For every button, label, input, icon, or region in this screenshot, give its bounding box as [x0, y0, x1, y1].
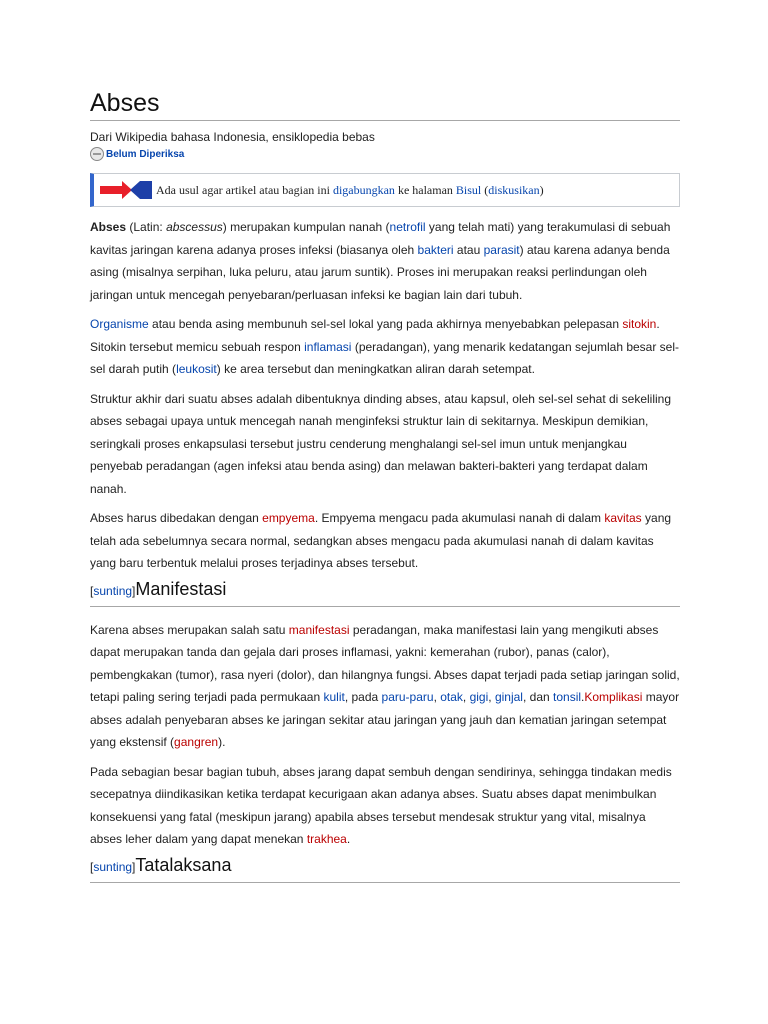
redlink-komplikasi[interactable]: Komplikasi: [584, 690, 643, 704]
link-bakteri[interactable]: bakteri: [417, 242, 454, 257]
merge-link[interactable]: digabungkan: [332, 182, 395, 197]
edit-link-tatalaksana[interactable]: sunting: [93, 859, 133, 874]
link-organisme[interactable]: Organisme: [90, 317, 149, 331]
intro-paragraph-3: Struktur akhir dari suatu abses adalah dibentuknya dinding abses, atau kapsul, oleh sel-sel sehat di sekeliling abses sebagai upaya untuk mencegah nanah menginfeksi struktur lain di sekitarnya. Meskipun demikian, seringkali proses enkapsulasi tersebut justru cenderung menghalangi sel-sel imun untuk menjangkau penyebab peradangan (agen infeksi atau benda asing) dan melawan bakteri-bakteri yang terdapat dalam nanah.: [90, 391, 672, 496]
link-netrofil[interactable]: netrofil: [389, 220, 426, 234]
link-tonsil[interactable]: tonsil: [553, 690, 582, 704]
section-heading-manifestasi: [90, 577, 680, 607]
merge-arrows-icon: [100, 179, 152, 201]
redlink-sitokin[interactable]: sitokin: [622, 317, 657, 331]
link-gigi[interactable]: gigi: [469, 690, 489, 704]
link-parasit[interactable]: parasit: [483, 242, 520, 257]
review-status-label[interactable]: Belum Diperiksa: [106, 148, 185, 160]
edit-section-tatalaksana: [sunting]: [90, 859, 136, 874]
redlink-trakhea[interactable]: trakhea: [306, 832, 347, 846]
link-ginjal[interactable]: ginjal: [494, 690, 523, 704]
merge-discuss-link[interactable]: diskusikan: [488, 182, 540, 197]
intro-paragraph-1: Abses (Latin: abscessus) merupakan kumpulan nanah (netrofil yang telah mati) yang terakumulasi di sebuah kavitas jaringan karena adanya proses infeksi (biasanya oleh bakteri atau parasit) atau karena adanya benda asing (misalnya serpihan, luka peluru, atau jarum suntik). Proses ini merupakan reaksi perlindungan oleh jaringan untuk mencegah penyebaran/perluasan infeksi ke bagian lain dari tubuh.: [90, 220, 671, 302]
manifestasi-paragraph-2: Pada sebagian besar bagian tubuh, abses jarang dapat sembuh dengan sendirinya, sehingga tindakan medis secepatnya diindikasikan ketika terdapat kecurigaan akan adanya abses. Suatu abses dapat menimbulkan konsekuensi yang fatal (meskipun jarang) apabila abses tersebut mendesak struktur yang vital, misalnya abses leher dalam yang dapat menekan trakhea.: [90, 764, 672, 846]
review-status-icon: [90, 147, 104, 161]
manifestasi-paragraph-1: Karena abses merupakan salah satu manifestasi peradangan, maka manifestasi lain yang mengikuti abses dapat merupakan tanda dan gejala dari proses inflamasi, yakni: kemerahan (rubor), panas (calor), pembengkakan (tumor), rasa nyeri (dolor), dan hilangnya fungsi. Abses dapat terjadi pada setiap jaringan solid, tetapi paling sering terjadi pada permukaan kulit, pada paru-paru, otak, gigi, ginjal, dan tonsil.Komplikasi mayor abses adalah penyebaran abses ke jaringan sekitar atau jaringan yang jauh dan kematian jaringan setempat yang ekstensif (gangren).: [90, 622, 680, 749]
edit-link-manifestasi[interactable]: sunting: [93, 583, 133, 598]
merge-notice: [90, 173, 680, 207]
link-paru-paru[interactable]: paru-paru: [381, 690, 434, 704]
intro-paragraph-4: Abses harus dibedakan dengan empyema. Empyema mengacu pada akumulasi nanah di dalam kavitas yang telah ada sebelumnya secara normal, sedangkan abses mengacu pada akumulasi nanah di dalam kavitas yang baru terbentuk melalui proses terjadinya abses tersebut.: [90, 511, 672, 570]
section-heading-tatalaksana: [90, 853, 680, 883]
review-status[interactable]: [90, 145, 680, 163]
page-title: Abses: [90, 88, 680, 121]
link-otak[interactable]: otak: [440, 690, 463, 704]
section-title-manifestasi: Manifestasi: [135, 578, 227, 599]
merge-notice-text: Ada usul agar artikel atau bagian ini digabungkan ke halaman Bisul (diskusikan): [156, 182, 544, 197]
redlink-empyema[interactable]: empyema: [262, 511, 315, 525]
edit-section-manifestasi: [sunting]: [90, 583, 136, 598]
redlink-manifestasi[interactable]: manifestasi: [288, 622, 350, 637]
merge-target-link[interactable]: Bisul: [455, 182, 482, 197]
link-kulit[interactable]: kulit: [323, 690, 345, 704]
article-content: [90, 88, 680, 883]
site-subtitle: Dari Wikipedia bahasa Indonesia, ensiklopedia bebas: [90, 130, 375, 144]
redlink-kavitas[interactable]: kavitas: [604, 511, 642, 525]
section-title-tatalaksana: Tatalaksana: [135, 854, 232, 875]
link-inflamasi[interactable]: inflamasi: [304, 339, 352, 354]
link-leukosit[interactable]: leukosit: [176, 362, 217, 376]
redlink-gangren[interactable]: gangren: [174, 735, 219, 749]
intro-paragraph-2: Organisme atau benda asing membunuh sel-sel lokal yang pada akhirnya menyebabkan pelepasan sitokin. Sitokin tersebut memicu sebuah respon inflamasi (peradangan), yang menarik kedatangan sejumlah besar sel-sel darah putih (leukosit) ke area tersebut dan meningkatkan aliran darah setempat.: [90, 317, 680, 376]
